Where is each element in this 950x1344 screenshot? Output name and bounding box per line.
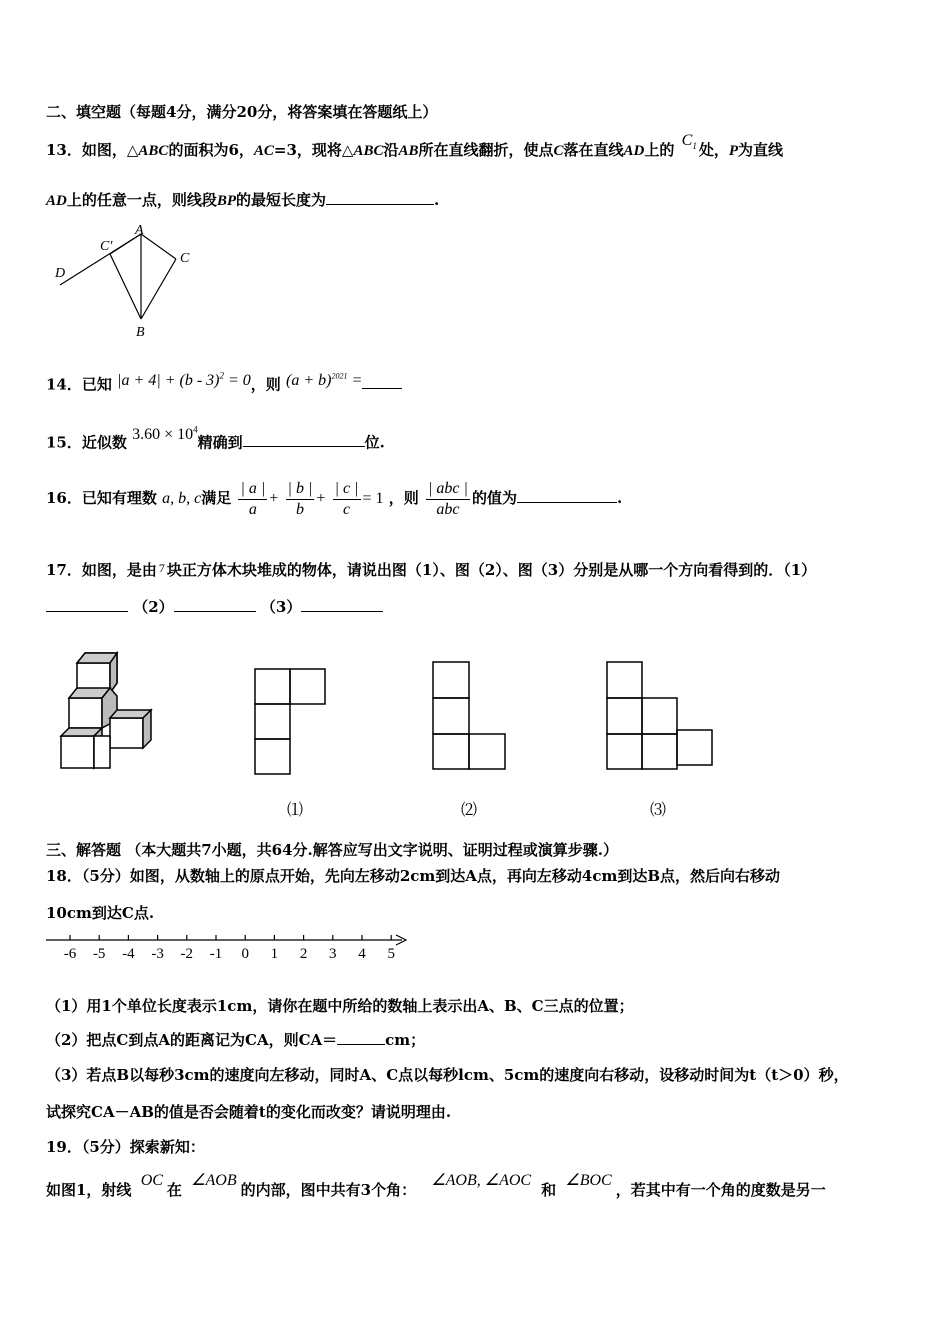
q14-condition-expression: |a + 4| + (b - 3)$^2$ = 0: [117, 371, 251, 390]
view-3-figure: [604, 659, 716, 771]
question-18-line-1: 18．（5分）如图，从数轴上的原点开始，先向左移动2cm到达A点，再向左移动4cm到达B点，然后向右移动: [46, 867, 781, 885]
number-line-tick-label: 2: [299, 946, 308, 962]
q18-ca-answer-blank[interactable]: [337, 1030, 385, 1045]
label-c: C: [180, 251, 190, 266]
section-2-heading: 二、填空题（每题4分，满分20分，将答案填在答题纸上）: [46, 103, 438, 121]
q16-answer-blank[interactable]: [517, 488, 617, 503]
q17-answer-blank-3[interactable]: [301, 597, 383, 612]
question-13-line-2: AD上的任意一点，则线段BP的最短长度为 .: [46, 191, 440, 209]
question-13-line-1: 13．如图，△ABC的面积为6，AC=3，现将△ABC沿AB所在直线翻折，使点C落在直线AD上的 $C_1$ 处，P为直线: [46, 132, 784, 159]
number-line-tick-label: 4: [358, 946, 366, 962]
question-17-line-1: 17．如图，是由 $^7$ 块正方体木块堆成的物体，请说出图（1）、图（2）、图（3）分别是从哪一个方向看得到的．（1）: [46, 561, 817, 579]
fraction-b: $\frac{| b |}{b}$: [287, 479, 313, 518]
q13-triangle-figure: [50, 222, 210, 342]
q14-answer-blank[interactable]: [362, 374, 402, 389]
c1-symbol: $C_1$: [681, 132, 697, 152]
label-b: B: [136, 325, 145, 340]
question-18-part-1: （1）用1个单位长度表示1cm，请你在题中所给的数轴上表示出A、B、C三点的位置；: [46, 997, 634, 1015]
number-line-tick-label: -3: [151, 946, 164, 962]
q14-target-expression: $(a + b)^{2021}$ =: [286, 372, 363, 390]
number-line-tick-label: -2: [180, 946, 194, 962]
section-3-heading: 三、解答题 （本大题共7小题，共64分.解答应写出文字说明、证明过程或演算步骤.）: [46, 841, 618, 859]
label-c1: C': [100, 239, 113, 254]
fraction-c: $\frac{| c |}{c}$: [334, 479, 359, 518]
number-line-tick-label: 1: [270, 946, 279, 962]
question-19-line-2: 如图1，射线 OC在 ∠AOB的内部，图中共有3个角： ∠AOB, ∠AOC和 ∠BOC，若其中有一个角的度数是另一: [46, 1172, 826, 1199]
q15-answer-blank[interactable]: [243, 432, 365, 447]
view-2-label: ⑵: [461, 802, 478, 819]
question-18-part-3-line-2: 试探究CA－AB的值是否会随着t的变化而改变？请说明理由.: [46, 1103, 452, 1121]
segment-cb: [141, 259, 176, 319]
number-line-tick-label: 3: [329, 946, 337, 962]
question-19-line-1: 19．（5分）探索新知：: [46, 1138, 205, 1156]
fraction-a: $\frac{| a |}{a}$: [240, 479, 266, 518]
label-a: A: [135, 223, 144, 238]
question-16: 16．已知有理数 a, b, c满足 $\frac{| a |}{a}$ + $\frac{| b |}{b}$ + $\frac{| c |}{c}$ = 1 ，则 $\frac{\text{| abc |}}{\text{abc}}$ 的值为 .: [46, 479, 623, 518]
q17-answer-blank-1[interactable]: [46, 597, 128, 612]
number-line-tick-label: 0: [241, 946, 249, 962]
question-15: 15．近似数 $3.60 \times 10^4$精确到 位.: [46, 425, 385, 452]
question-17-line-2: （2） （3）: [46, 597, 383, 617]
number-line-tick-label: 5: [387, 946, 395, 962]
view-2-figure: [430, 659, 508, 771]
q16-variables: a, b, c: [162, 490, 202, 507]
label-d: D: [55, 266, 66, 281]
cube-stack-figure: [55, 648, 160, 773]
view-1-figure: [252, 666, 328, 776]
question-18-part-3-line-1: （3）若点B以每秒3cm的速度向左移动，同时A、C点以每秒lcm、5cm的速度向右移动，设移动时间为t（t＞0）秒，: [46, 1066, 849, 1084]
number-line-tick-label: -1: [209, 946, 223, 962]
view-1-label: ⑴: [287, 802, 304, 819]
number-line-tick-label: -6: [63, 946, 77, 962]
number-line: [44, 930, 414, 964]
view-3-label: ⑶: [650, 802, 667, 819]
question-14: 14．已知 |a + 4| + (b - 3)$^2$ = 0，则 $(a + b)^{2021}$ =: [46, 370, 402, 395]
q13-answer-blank[interactable]: [326, 190, 434, 205]
question-18-line-2: 10cm到达C点.: [46, 904, 155, 922]
approx-number: $3.60 \times 10^4$: [132, 425, 198, 444]
segment-ac: [141, 234, 176, 259]
number-line-tick-label: -4: [122, 946, 135, 962]
question-18-part-2: （2）把点C到点A的距离记为CA，则CA＝ cm；: [46, 1031, 426, 1049]
q17-answer-blank-2[interactable]: [174, 597, 256, 612]
segment-c1b: [110, 254, 141, 319]
number-line-tick-label: -5: [92, 946, 106, 962]
fraction-abc: $\frac{\text{| abc |}}{\text{abc}}$: [428, 479, 468, 518]
